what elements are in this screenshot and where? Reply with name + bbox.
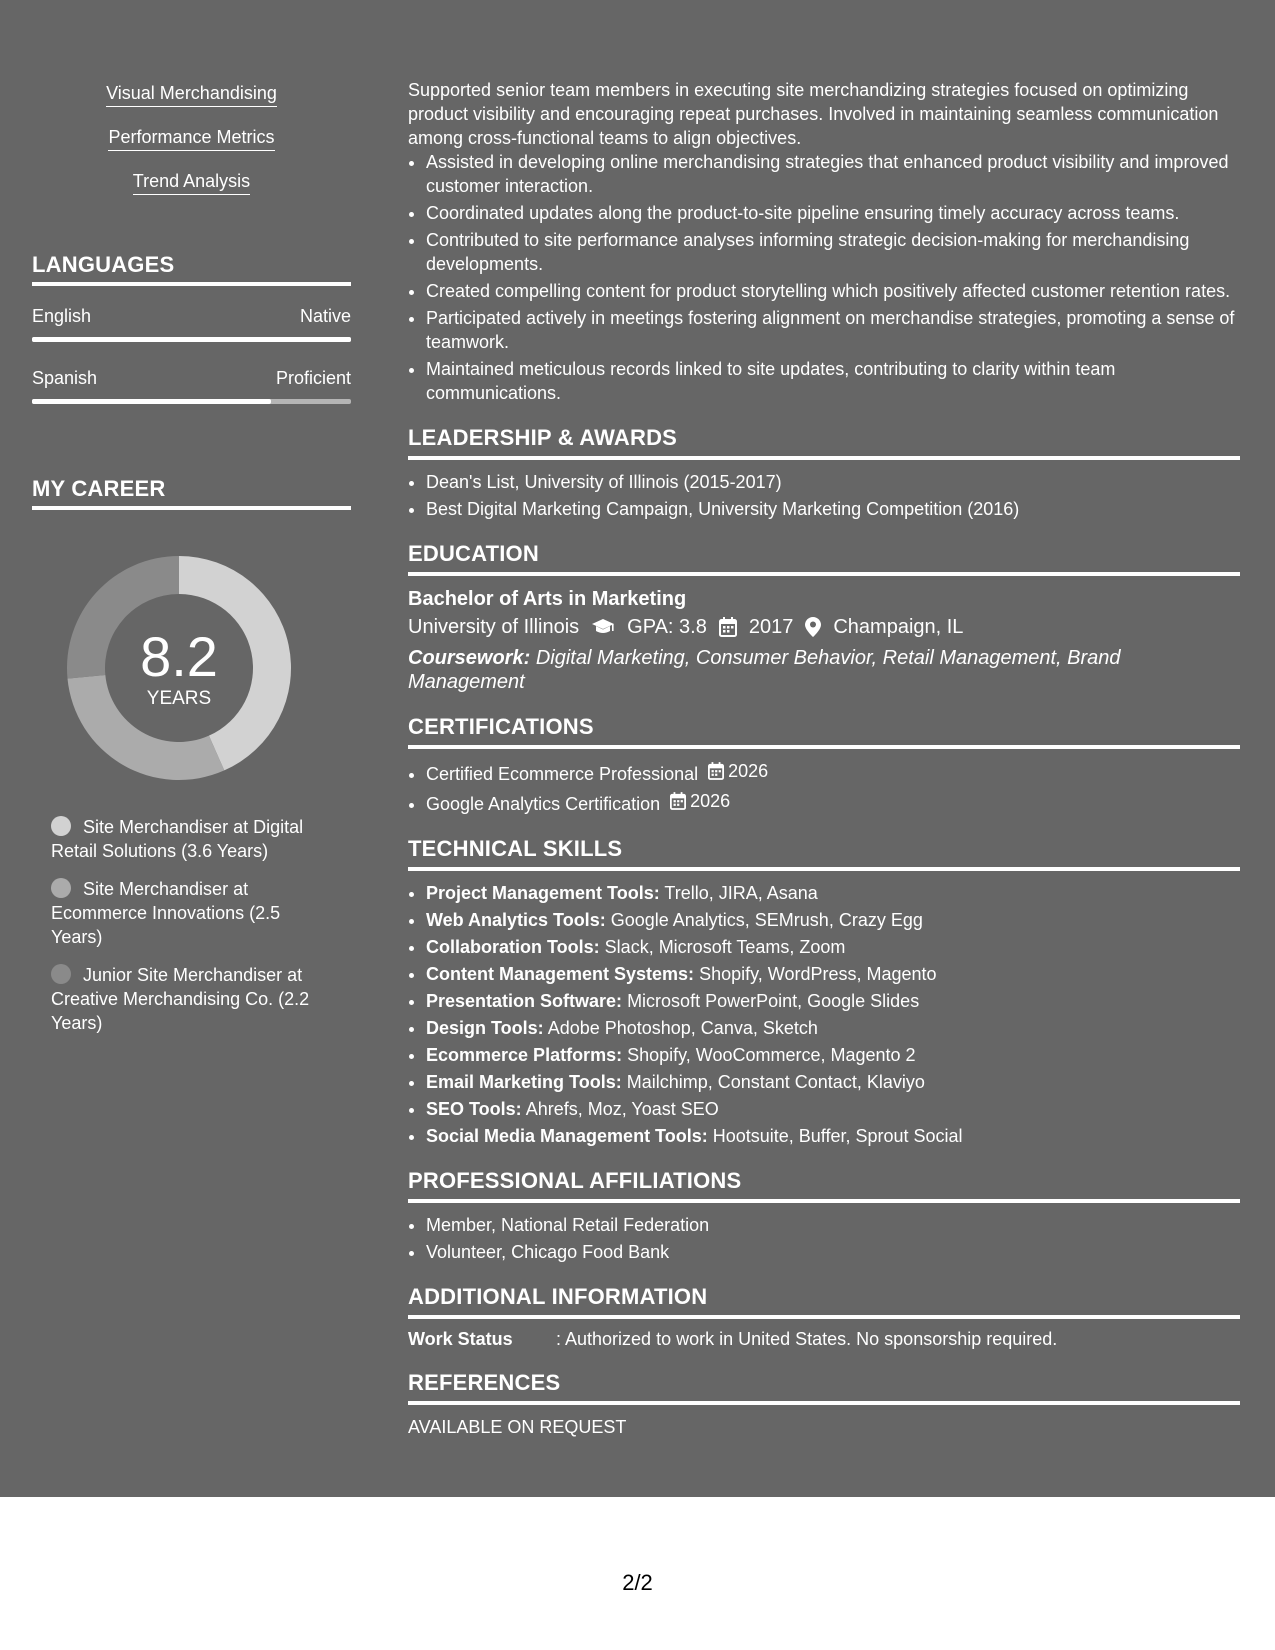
work-status-value: : Authorized to work in United States. No sponsorship required. xyxy=(556,1329,1058,1349)
list-item: • Coordinated updates along the product-to-site pipeline ensuring timely accuracy across teams. xyxy=(426,201,1240,225)
location-pin-icon xyxy=(805,617,821,637)
calendar-icon xyxy=(670,792,686,810)
education-details xyxy=(408,612,1240,642)
certifications-heading: CERTIFICATIONS xyxy=(408,714,1240,749)
language-level: Native xyxy=(299,306,351,326)
school-location: Champaign, IL xyxy=(833,616,964,638)
language-spanish xyxy=(32,368,351,404)
references-heading: REFERENCES xyxy=(408,1370,1240,1405)
experience-summary: Supported senior team members in executing site merchandizing strategies focused on optimizing product visibility and encouraging repeat purchases. Involved in maintaining seamless communication among cross-functional teams to align objectives. xyxy=(408,80,1219,148)
school-name: University of Illinois xyxy=(408,616,580,638)
list-item: • Ecommerce Platforms: Shopify, WooCommerce, Magento 2 xyxy=(426,1043,1240,1067)
skill-performance-metrics[interactable]: Performance Metrics xyxy=(108,124,274,151)
technical-skills-heading: TECHNICAL SKILLS xyxy=(408,836,1240,871)
certification-name: Google Analytics Certification xyxy=(426,794,661,814)
career-legend xyxy=(51,815,321,1035)
degree-title: Bachelor of Arts in Marketing xyxy=(408,588,687,610)
skill-links xyxy=(32,80,351,212)
list-item: • Created compelling content for product storytelling which positively affected customer retention rates. xyxy=(426,279,1240,303)
calendar-icon xyxy=(719,617,737,637)
list-item: • Project Management Tools: Trello, JIRA, Asana xyxy=(426,881,1240,905)
skill-visual-merchandising[interactable]: Visual Merchandising xyxy=(106,80,277,107)
work-status xyxy=(408,1329,1240,1350)
list-item: • Assisted in developing online merchandising strategies that enhanced product visibility and improved customer interaction. xyxy=(426,150,1240,198)
list-item: • Presentation Software: Microsoft PowerPoint, Google Slides xyxy=(426,989,1240,1013)
technical-skills-list xyxy=(408,881,1240,1148)
list-item: • Participated actively in meetings fostering alignment on merchandise strategies, promoting a sense of teamwork. xyxy=(426,306,1240,354)
language-level: Proficient xyxy=(275,368,351,388)
career-item xyxy=(51,877,321,949)
list-item: • Best Digital Marketing Campaign, University Marketing Competition (2016) xyxy=(426,497,1240,521)
graduation-year: 2017 xyxy=(748,616,794,638)
list-item: • Volunteer, Chicago Food Bank xyxy=(426,1240,1240,1264)
leadership-heading: LEADERSHIP & AWARDS xyxy=(408,425,1240,460)
list-item: • Dean's List, University of Illinois (2015-2017) xyxy=(426,470,1240,494)
language-name: Spanish xyxy=(32,368,98,388)
certification-year: 2026 xyxy=(728,761,769,781)
affiliations-heading: PROFESSIONAL AFFILIATIONS xyxy=(408,1168,1240,1203)
leadership-list xyxy=(408,470,1240,521)
list-item xyxy=(426,759,1240,786)
list-item: • Social Media Management Tools: Hootsuite, Buffer, Sprout Social xyxy=(426,1124,1240,1148)
legend-dot-icon xyxy=(51,878,71,898)
education-heading: EDUCATION xyxy=(408,541,1240,576)
career-item-label: Site Merchandiser at Digital Retail Solutions (3.6 Years) xyxy=(51,817,304,861)
left-column xyxy=(32,80,351,1049)
affiliations-list xyxy=(408,1213,1240,1264)
experience-bullets xyxy=(408,150,1240,405)
coursework xyxy=(408,646,1240,694)
language-level-fill xyxy=(32,337,351,342)
career-item-label: Site Merchandiser at Ecommerce Innovations (2.5 Years) xyxy=(51,879,281,947)
list-item: • Maintained meticulous records linked to site updates, contributing to clarity within team communications. xyxy=(426,357,1240,405)
career-total: 8.2 xyxy=(140,625,218,688)
career-item xyxy=(51,815,321,863)
work-status-label: Work Status xyxy=(408,1329,513,1349)
additional-info-heading: ADDITIONAL INFORMATION xyxy=(408,1284,1240,1319)
skill-trend-analysis[interactable]: Trend Analysis xyxy=(133,168,250,195)
legend-dot-icon xyxy=(51,816,71,836)
list-item: • Email Marketing Tools: Mailchimp, Constant Contact, Klaviyo xyxy=(426,1070,1240,1094)
language-english xyxy=(32,306,351,342)
language-level-fill xyxy=(32,399,271,404)
career-item-label: Junior Site Merchandiser at Creative Merchandising Co. (2.2 Years) xyxy=(51,965,310,1033)
career-unit: YEARS xyxy=(146,688,212,709)
list-item xyxy=(426,789,1240,816)
gpa: GPA: 3.8 xyxy=(627,616,707,638)
right-column xyxy=(408,78,1240,1439)
career-item xyxy=(51,963,321,1035)
certification-name: Certified Ecommerce Professional xyxy=(426,764,699,784)
references-text: AVAILABLE ON REQUEST xyxy=(408,1417,627,1437)
coursework-list: Digital Marketing, Consumer Behavior, Retail Management, Brand Management xyxy=(408,647,1121,693)
language-level-bar xyxy=(32,337,351,342)
languages-heading: LANGUAGES xyxy=(32,252,351,286)
career-donut-chart xyxy=(66,555,292,781)
certification-year: 2026 xyxy=(690,791,731,811)
page-number: 2/2 xyxy=(622,1570,653,1595)
legend-dot-icon xyxy=(51,964,71,984)
list-item: • Contributed to site performance analyses informing strategic decision-making for merchandising developments. xyxy=(426,228,1240,276)
list-item: • Content Management Systems: Shopify, WordPress, Magento xyxy=(426,962,1240,986)
language-name: English xyxy=(32,306,92,326)
list-item: • Member, National Retail Federation xyxy=(426,1213,1240,1237)
certifications-list xyxy=(408,759,1240,816)
graduation-cap-icon xyxy=(591,618,615,636)
coursework-label: Coursework: xyxy=(408,647,531,669)
list-item: • SEO Tools: Ahrefs, Moz, Yoast SEO xyxy=(426,1097,1240,1121)
career-heading: MY CAREER xyxy=(32,476,351,510)
language-level-bar xyxy=(32,399,351,404)
list-item: • Web Analytics Tools: Google Analytics, SEMrush, Crazy Egg xyxy=(426,908,1240,932)
list-item: • Design Tools: Adobe Photoshop, Canva, Sketch xyxy=(426,1016,1240,1040)
calendar-icon xyxy=(708,762,724,780)
list-item: • Collaboration Tools: Slack, Microsoft Teams, Zoom xyxy=(426,935,1240,959)
